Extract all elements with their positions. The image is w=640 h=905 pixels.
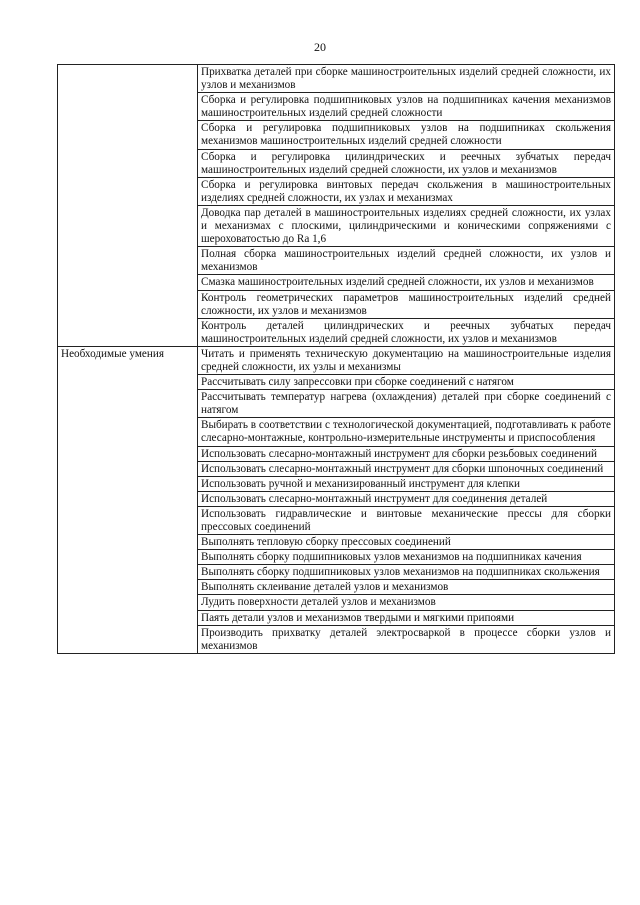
table-cell: Выполнять склеивание деталей узлов и механизмов bbox=[198, 580, 615, 595]
table-cell: Контроль геометрических параметров машиностроительных изделий средней сложности, их узлов и механизмов bbox=[198, 290, 615, 318]
section-label: Необходимые умения bbox=[58, 346, 198, 653]
table-cell: Сборка и регулировка цилиндрических и реечных зубчатых передач машиностроительных изделий средней сложности, их узлов и механизмов bbox=[198, 149, 615, 177]
table-cell: Выполнять сборку подшипниковых узлов механизмов на подшипниках качения bbox=[198, 550, 615, 565]
table-cell: Сборка и регулировка подшипниковых узлов на подшипниках скольжения механизмов машиностроительных изделий средней сложности bbox=[198, 121, 615, 149]
table-row bbox=[58, 65, 615, 93]
table-row bbox=[58, 346, 615, 374]
table-cell: Рассчитывать температур нагрева (охлаждения) деталей при сборке соединений с натягом bbox=[198, 390, 615, 418]
table-cell: Рассчитывать силу запрессовки при сборке соединений с натягом bbox=[198, 375, 615, 390]
table-cell: Смазка машиностроительных изделий средней сложности, их узлов и механизмов bbox=[198, 275, 615, 290]
table-cell: Лудить поверхности деталей узлов и механизмов bbox=[198, 595, 615, 610]
table-cell: Полная сборка машиностроительных изделий средней сложности, их узлов и механизмов bbox=[198, 247, 615, 275]
table-cell: Сборка и регулировка винтовых передач скольжения в машиностроительных изделиях средней сложности, их узлах и механизмах bbox=[198, 177, 615, 205]
table-cell: Выбирать в соответствии с технологической документацией, подготавливать к работе слесарно-монтажные, контрольно-измерительные инструменты и приспособления bbox=[198, 418, 615, 446]
table-cell: Доводка пар деталей в машиностроительных изделиях средней сложности, их узлах и механизмах с плоскими, цилиндрическими и коническими сопряжениями с шероховатостью до Ra 1,6 bbox=[198, 205, 615, 246]
table-cell: Читать и применять техническую документацию на машиностроительные изделия средней сложности, их узлы и механизмы bbox=[198, 346, 615, 374]
table-cell: Паять детали узлов и механизмов твердыми и мягкими припоями bbox=[198, 610, 615, 625]
table-cell: Контроль деталей цилиндрических и реечных зубчатых передач машиностроительных изделий средней сложности, их узлов и механизмов bbox=[198, 318, 615, 346]
table-cell: Производить прихватку деталей электросваркой в процессе сборки узлов и механизмов bbox=[198, 625, 615, 653]
table-cell: Выполнять сборку подшипниковых узлов механизмов на подшипниках скольжения bbox=[198, 565, 615, 580]
requirements-table bbox=[57, 64, 615, 654]
table-cell: Использовать слесарно-монтажный инструмент для сборки шпоночных соединений bbox=[198, 461, 615, 476]
table-cell: Использовать гидравлические и винтовые механические прессы для сборки прессовых соединений bbox=[198, 506, 615, 534]
table-cell: Использовать слесарно-монтажный инструмент для сборки резьбовых соединений bbox=[198, 446, 615, 461]
table-cell: Сборка и регулировка подшипниковых узлов на подшипниках качения механизмов машиностроительных изделий средней сложности bbox=[198, 93, 615, 121]
page-number: 20 bbox=[314, 40, 326, 54]
table-cell: Использовать ручной и механизированный инструмент для клепки bbox=[198, 476, 615, 491]
table-cell: Использовать слесарно-монтажный инструмент для соединения деталей bbox=[198, 491, 615, 506]
table-cell: Выполнять тепловую сборку прессовых соединений bbox=[198, 535, 615, 550]
table-cell: Прихватка деталей при сборке машиностроительных изделий средней сложности, их узлов и механизмов bbox=[198, 65, 615, 93]
section-label bbox=[58, 65, 198, 347]
